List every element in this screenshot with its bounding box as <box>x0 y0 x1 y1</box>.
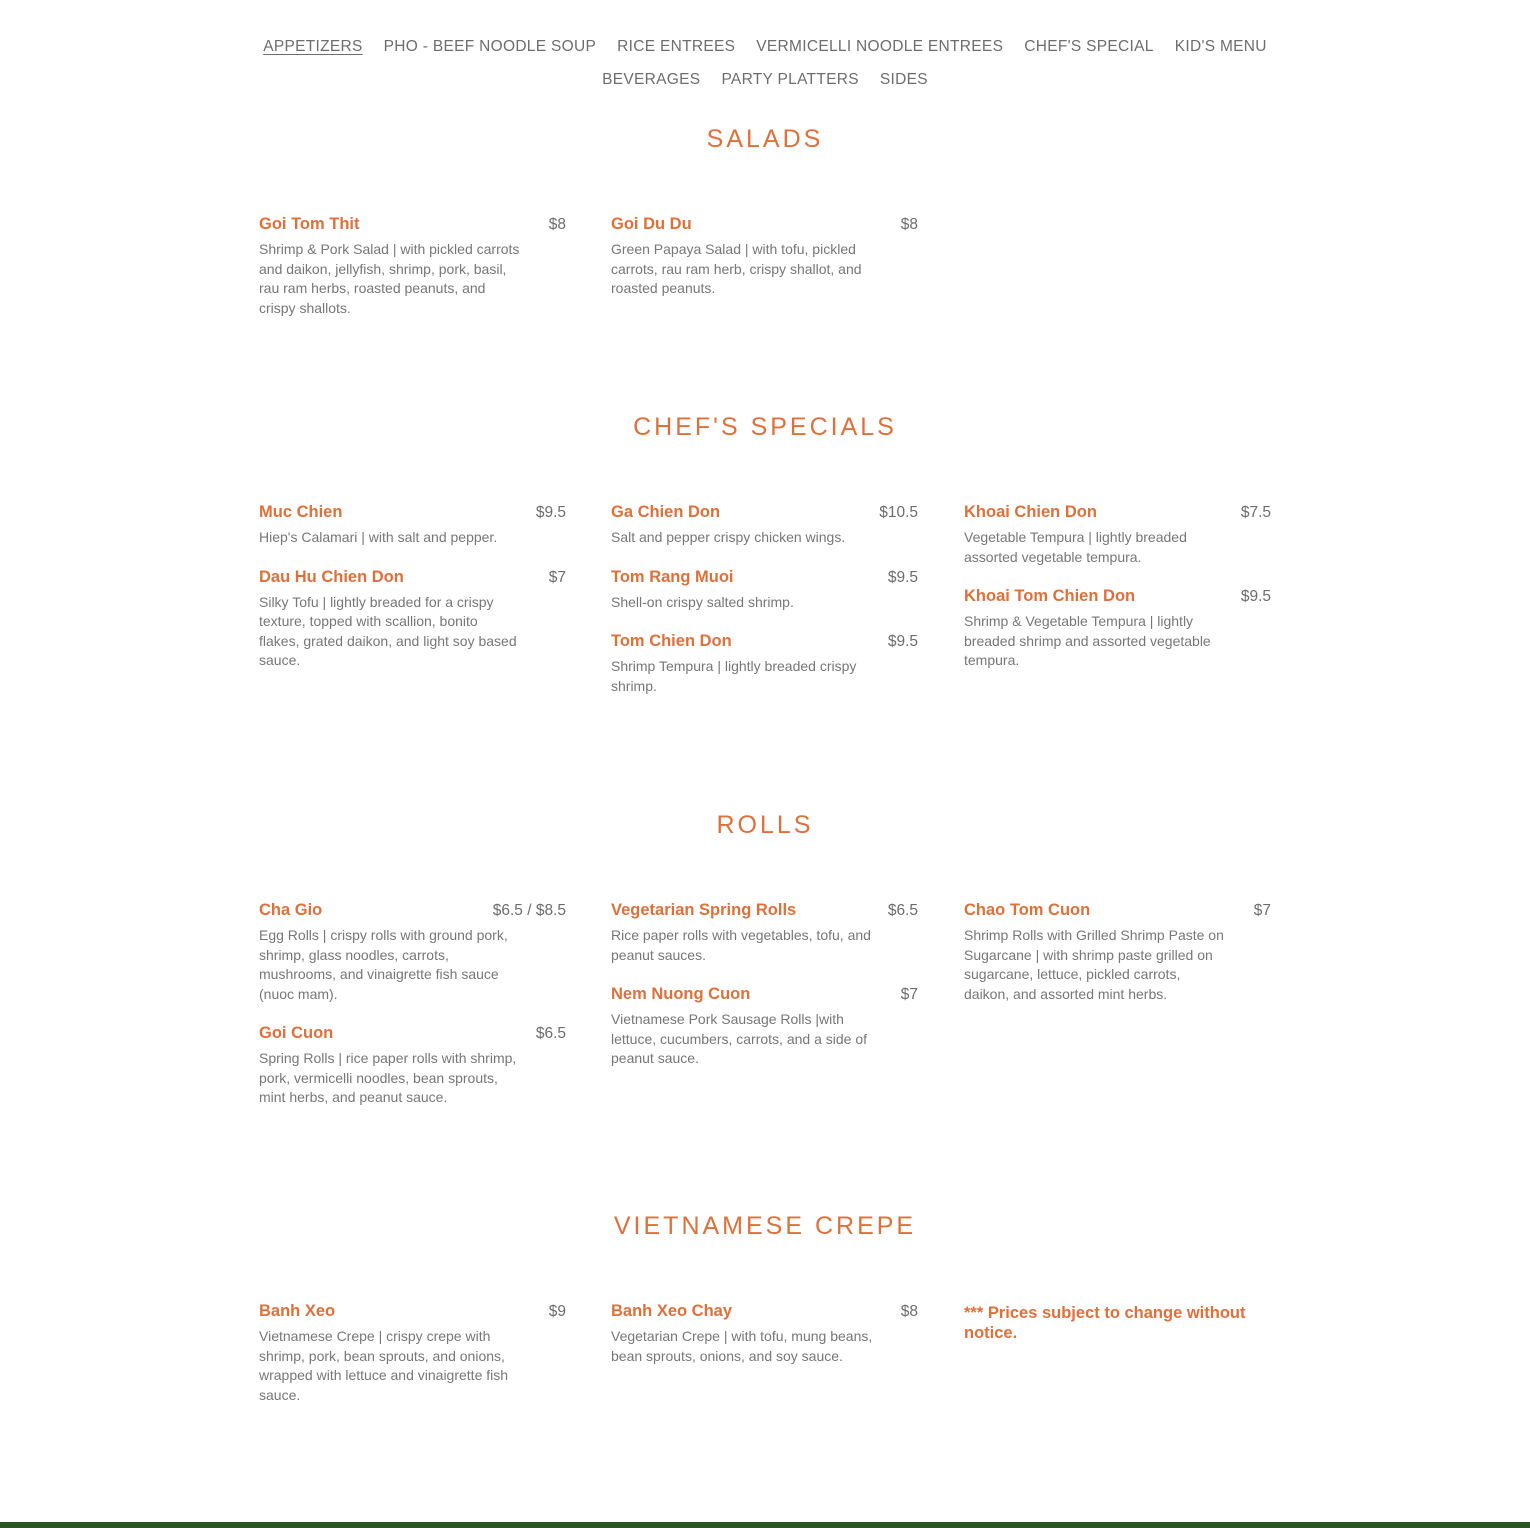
menu-item <box>964 503 1271 567</box>
nav-beverages[interactable]: BEVERAGES <box>602 70 701 88</box>
menu-item-description: Shrimp & Vegetable Tempura | lightly breaded shrimp and assorted vegetable tempura. <box>964 613 1211 668</box>
salads-column-2 <box>611 215 918 319</box>
menu-item-name: Tom Rang Muoi <box>611 567 734 586</box>
crepe-column-3 <box>964 1304 1271 1343</box>
rolls-column-3 <box>964 901 1271 1024</box>
menu-item-description: Silky Tofu | lightly breaded for a crispy texture, topped with scallion, bonito flakes, grated daikon, and light soy based sauce. <box>259 593 517 668</box>
section-title-salads: SALADS <box>706 125 824 153</box>
menu-item <box>964 901 1271 1004</box>
menu-item-description: Shrimp Tempura | lightly breaded crispy shrimp. <box>611 658 857 694</box>
menu-item-description: Shrimp & Pork Salad | with pickled carrots and daikon, jellyfish, shrimp, pork, basil, rau ram herbs, roasted peanuts, and crispy shallots. <box>259 241 520 316</box>
chefs-column-3 <box>964 503 1271 691</box>
nav-pho[interactable]: PHO - BEEF NOODLE SOUP <box>383 37 597 55</box>
menu-item-price: $10.5 <box>879 504 918 521</box>
price-notice: *** Prices subject to change without notice. <box>964 1304 1246 1342</box>
menu-item-header <box>259 1024 566 1048</box>
menu-item-price: $6.5 / $8.5 <box>492 902 566 919</box>
chefs-column-2 <box>611 503 918 716</box>
section-title-rolls: ROLLS <box>716 811 814 839</box>
salads-column-1 <box>259 215 566 338</box>
menu-item-header <box>259 1302 566 1326</box>
menu-item-price: $6.5 <box>887 902 918 919</box>
menu-item-description: Vegetable Tempura | lightly breaded assorted vegetable tempura. <box>964 529 1187 565</box>
menu-item-description: Vietnamese Pork Sausage Rolls |with lettuce, cucumbers, carrots, and a side of peanut sauce. <box>611 1011 868 1066</box>
menu-item-description: Green Papaya Salad | with tofu, pickled carrots, rau ram herb, crispy shallot, and roasted peanuts. <box>611 241 862 296</box>
menu-item-description: Shrimp Rolls with Grilled Shrimp Paste on Sugarcane | with shrimp paste grilled on sugarcane, lettuce, pickled carrots, daikon, and assorted mint herbs. <box>964 927 1224 1002</box>
menu-item-name: Cha Gio <box>259 901 323 919</box>
menu-item-header <box>964 503 1271 527</box>
menu-item-price: $7 <box>548 568 566 586</box>
menu-item-price: $9 <box>548 1303 566 1320</box>
section-title-vietnamese-crepe: VIETNAMESE CREPE <box>613 1212 917 1240</box>
menu-item <box>611 632 918 696</box>
menu-item-name: Nem Nuong Cuon <box>611 985 751 1003</box>
menu-item-description: Hiep's Calamari | with salt and pepper. <box>259 529 498 545</box>
category-nav <box>0 30 1530 96</box>
crepe-column-2 <box>611 1302 918 1386</box>
menu-item-header <box>964 901 1271 925</box>
nav-row-2 <box>0 63 1530 96</box>
menu-item <box>259 215 566 318</box>
menu-item-name: Dau Hu Chien Don <box>259 567 404 586</box>
menu-item <box>259 901 566 1004</box>
menu-item-header <box>259 503 566 527</box>
menu-item-header <box>611 901 918 925</box>
menu-item-price: $8 <box>900 1303 918 1320</box>
menu-item-price: $7 <box>900 986 918 1003</box>
menu-item <box>964 587 1271 671</box>
menu-item <box>259 1024 566 1108</box>
menu-item-name: Banh Xeo Chay <box>611 1302 733 1320</box>
menu-item-header <box>611 215 918 239</box>
menu-item-header <box>611 985 918 1009</box>
rolls-column-2 <box>611 901 918 1089</box>
menu-item-description: Salt and pepper crispy chicken wings. <box>611 529 846 545</box>
menu-item-name: Goi Du Du <box>611 215 692 233</box>
menu-item-price: $8 <box>900 216 918 233</box>
menu-item <box>611 901 918 965</box>
menu-item-price: $9.5 <box>535 504 566 521</box>
menu-item <box>259 568 566 671</box>
menu-item-header <box>259 215 566 239</box>
menu-item-header <box>964 587 1271 611</box>
nav-rice-entrees[interactable]: RICE ENTREES <box>617 37 736 55</box>
menu-item-price: $8 <box>548 216 566 233</box>
menu-item-name: Tom Chien Don <box>611 632 732 650</box>
menu-item-name: Vegetarian Spring Rolls <box>611 901 797 919</box>
menu-item <box>611 568 918 613</box>
menu-item <box>259 503 566 548</box>
menu-item-header <box>259 901 566 925</box>
menu-item-name: Goi Cuon <box>259 1024 334 1042</box>
menu-item-price: $9.5 <box>887 568 918 586</box>
menu-item-name: Muc Chien <box>259 503 343 521</box>
menu-item <box>611 503 918 548</box>
menu-item <box>259 1302 566 1405</box>
menu-item <box>611 215 918 299</box>
crepe-column-1 <box>259 1302 566 1425</box>
nav-vermicelli[interactable]: VERMICELLI NOODLE ENTREES <box>756 37 1004 55</box>
menu-item-header <box>611 1302 918 1326</box>
menu-item-name: Khoai Tom Chien Don <box>964 587 1136 605</box>
menu-item-price: $6.5 <box>535 1025 566 1042</box>
menu-item-name: Banh Xeo <box>259 1302 336 1320</box>
menu-item-header <box>611 503 918 527</box>
menu-item-header <box>611 632 918 656</box>
rolls-column-1 <box>259 901 566 1128</box>
menu-item-description: Rice paper rolls with vegetables, tofu, and peanut sauces. <box>611 927 871 963</box>
nav-row-1 <box>0 30 1530 63</box>
menu-item-header <box>611 568 918 592</box>
nav-sides[interactable]: SIDES <box>879 70 928 88</box>
menu-item-name: Chao Tom Cuon <box>964 901 1091 919</box>
menu-item-price: $7.5 <box>1240 504 1271 521</box>
menu-item-price: $9.5 <box>1240 588 1271 605</box>
nav-appetizers[interactable]: APPETIZERS <box>263 37 363 55</box>
menu-item-name: Ga Chien Don <box>611 503 721 521</box>
menu-item <box>611 985 918 1069</box>
menu-item-description: Shell-on crispy salted shrimp. <box>611 593 794 610</box>
menu-item-name: Khoai Chien Don <box>964 503 1097 521</box>
menu-item-description: Vietnamese Crepe | crispy crepe with shrimp, pork, bean sprouts, and onions, wrapped with lettuce and vinaigrette fish sauce. <box>259 1328 509 1403</box>
nav-party-platters[interactable]: PARTY PLATTERS <box>721 70 859 88</box>
menu-item <box>611 1302 918 1366</box>
footer-bar <box>0 1522 1530 1528</box>
section-title-chefs-specials: CHEF'S SPECIALS <box>633 413 897 441</box>
menu-item-price: $7 <box>1253 902 1271 919</box>
nav-chefs-special[interactable]: CHEF'S SPECIAL <box>1024 37 1154 55</box>
menu-item-description: Spring Rolls | rice paper rolls with shrimp, pork, vermicelli noodles, bean sprouts, mint herbs, and peanut sauce. <box>259 1050 517 1105</box>
chefs-column-1 <box>259 503 566 691</box>
menu-item-price: $9.5 <box>887 633 918 650</box>
menu-item-name: Goi Tom Thit <box>259 215 360 233</box>
nav-kids-menu[interactable]: KID'S MENU <box>1174 37 1267 55</box>
menu-item-description: Vegetarian Crepe | with tofu, mung beans, bean sprouts, onions, and soy sauce. <box>611 1328 873 1364</box>
menu-item-description: Egg Rolls | crispy rolls with ground pork, shrimp, glass noodles, carrots, mushrooms, and vinaigrette fish sauce (nuoc mam). <box>259 927 508 1002</box>
menu-item-header <box>259 568 566 592</box>
